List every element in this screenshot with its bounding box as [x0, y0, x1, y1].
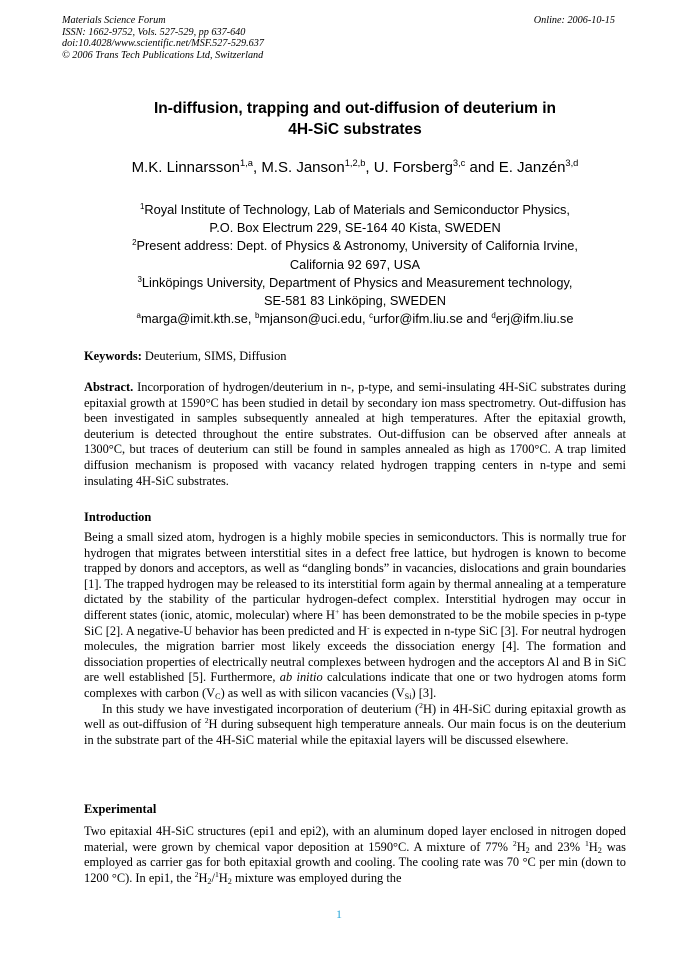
experimental-body — [84, 824, 626, 886]
text-italic: ab initio — [279, 670, 323, 685]
text-run: is expected in n-type SiC [3]. For neutral hydrogen molecules, the migration barrier most likely exceeds the dissociation energy [4]. The formation and dissociation properties of electrically neutral complexes between hydrogen and the acceptors Al and B in SiC are well established [5]. Furthermore, — [84, 623, 626, 685]
experimental-heading: Experimental — [84, 802, 157, 816]
text-run: mixture was employed during the — [231, 870, 402, 885]
online-date: Online: 2006-10-15 — [533, 15, 615, 26]
author-affiliation-mark: 1,a — [240, 158, 253, 169]
text-run: H during subsequent high temperature anneals. Our main focus is on the deuterium in the substrate part of the 4H-SiC material while the epitaxial layers will be discussed elsewhere. — [84, 717, 626, 747]
email-addresses — [84, 310, 626, 328]
email-mark: b — [254, 311, 260, 321]
text-run: ) as well as with silicon vacancies (V — [220, 685, 405, 700]
paper-title — [84, 98, 626, 140]
affiliation-1-line-1 — [84, 201, 626, 219]
text-run: calculations indicate that one or two hydrogen atoms form complexes with carbon (V — [84, 670, 626, 700]
text-sup: 2 — [419, 700, 424, 710]
text-sup: 2 — [194, 870, 199, 880]
author-separator: , — [252, 159, 262, 176]
text-sub: 2 — [597, 845, 602, 855]
keywords-text: Deuterium, SIMS, Diffusion — [141, 349, 287, 363]
experimental-paragraph-1 — [84, 824, 626, 886]
text-sub: 2 — [525, 845, 530, 855]
author-separator: , — [365, 159, 374, 176]
abstract-text: Incorporation of hydrogen/deuterium in n-, p-type, and semi-insulating 4H-SiC substrates during epitaxial growth at 1590°C has been studied in detail by secondary ion mass spectrometry. Out-diffusion has been investigated in samples subsequently annealed at high temperatures. After the epitaxial growth, deuterium is detected throughout the entire substrates. Out-diffusion can be observed after anneals at 1300°C, but traces of deuterium can still be found in samples annealed as high as 1700°C. A trap limited diffusion mechanism is proposed with vacancy related hydrogen trapping centers in n-type and semi insulating 4H-SiC substrates. — [84, 380, 626, 488]
email-mark: a — [136, 311, 141, 321]
text-sub: Si — [404, 691, 412, 701]
email-mark: c — [369, 311, 374, 321]
affiliation-2-line-2: California 92 697, USA — [289, 256, 421, 272]
author-name: U. Forsberg — [373, 159, 453, 176]
text-run: Being a small sized atom, hydrogen is a highly mobile species in semiconductors. This is normally true for hydrogen that migrates between interstitial sites in a defect free lattice, but hydrogen is known to become trapped by donors and acceptors, as well as “dangling bonds” in vacancies, dislocations and grain boundaries [1]. The trapped hydrogen may be released to its interstitial form again by thermal annealing at a temperature dictated by the stability of the particular hydrogen-defect complex. Interstitial hydrogen may occur in different states (ionic, atomic, molecular) where H — [84, 530, 626, 622]
affiliation-text: Present address: Dept. of Physics & Astronomy, University of California Irvine, — [136, 238, 578, 254]
text-sub: 2 — [227, 876, 232, 886]
text-run: Two epitaxial 4H-SiC structures (epi1 and epi2), with an aluminum doped layer enclosed in nitrogen doped material, were grown by chemical vapor deposition at 1590°C. A mixture of 77% — [84, 824, 626, 854]
text-sub: 2 — [207, 876, 212, 886]
affiliation-3-line-2: SE-581 83 Linköping, SWEDEN — [263, 293, 447, 309]
text-sup: 2 — [204, 716, 209, 726]
email-address: marga@imit.kth.se, — [140, 311, 255, 327]
affiliation-number: 2 — [132, 238, 137, 248]
abstract — [84, 380, 626, 489]
journal-issn: ISSN: 1662-9752, Vols. 527-529, pp 637-640 — [62, 26, 246, 38]
text-sup: 1 — [584, 838, 589, 848]
introduction-heading: Introduction — [84, 510, 152, 524]
text-run: H — [198, 870, 208, 885]
journal-doi: doi:10.4028/www.scientific.net/MSF.527-529.637 — [62, 38, 264, 49]
journal-name: Materials Science Forum — [62, 15, 166, 26]
affiliation-1-line-2: P.O. Box Electrum 229, SE-164 40 Kista, SWEDEN — [209, 220, 501, 236]
introduction-body — [84, 530, 626, 748]
affiliation-text: Royal Institute of Technology, Lab of Materials and Semiconductor Physics, — [144, 202, 570, 217]
author-affiliation-mark: 1,2,b — [344, 158, 366, 169]
text-run: H — [516, 839, 526, 854]
author-list — [84, 158, 626, 178]
title-line-2: 4H-SiC substrates — [288, 121, 422, 138]
text-sup: - — [367, 622, 370, 632]
introduction-paragraph-1 — [84, 530, 626, 702]
journal-copyright: © 2006 Trans Tech Publications Ltd, Switzerland — [62, 49, 264, 61]
affiliation-text: Linköpings University, Department of Physics and Measurement technology, — [141, 274, 573, 290]
abstract-label: Abstract. — [84, 380, 134, 394]
email-mark: d — [491, 311, 496, 321]
text-run: / — [211, 870, 215, 885]
affiliation-3-line-1 — [84, 274, 626, 292]
title-line-1: In-diffusion, trapping and out-diffusion of deuterium in — [153, 100, 557, 117]
text-run: H — [218, 870, 228, 885]
text-run: has been demonstrated to be the mobile species in p-type SiC [2]. A negative-U behavior has been predicted and H — [84, 607, 626, 638]
affiliation-number: 3 — [137, 274, 142, 284]
affiliations — [84, 201, 626, 328]
text-sup: + — [334, 607, 340, 617]
keywords-label: Keywords: — [84, 349, 142, 363]
author-name: M.S. Janson — [261, 159, 345, 176]
affiliation-2-line-1 — [84, 237, 626, 255]
page-number: 1 — [336, 907, 342, 921]
text-run: H) in 4H-SiC during epitaxial growth as well as out-diffusion of — [84, 701, 626, 732]
text-sup: 1 — [214, 870, 219, 880]
text-sup: 2 — [512, 838, 517, 848]
text-run: and 23% — [529, 839, 585, 854]
author-affiliation-mark: 3,d — [565, 158, 579, 169]
journal-info — [62, 15, 264, 61]
text-run: ) [3]. — [411, 685, 437, 700]
author-affiliation-mark: 3,c — [452, 158, 466, 169]
affiliation-number: 1 — [139, 202, 145, 212]
email-address: urfor@ifm.liu.se and — [373, 311, 492, 327]
text-sub: C — [215, 691, 221, 701]
text-run: was employed as carrier gas for both epitaxial growth and cooling. The cooling rate was 70 °C per min (down to 1200 °C). In epi1, the — [84, 839, 626, 885]
author-separator: and — [465, 159, 499, 176]
text-run: H — [588, 839, 598, 854]
keywords — [84, 349, 626, 365]
email-address: mjanson@uci.edu, — [259, 311, 370, 327]
text-run: In this study we have investigated incorporation of deuterium ( — [102, 701, 420, 716]
email-address: erj@ifm.liu.se — [495, 311, 574, 327]
author-name: E. Janzén — [498, 159, 566, 176]
introduction-paragraph-2 — [84, 702, 626, 749]
author-name: M.K. Linnarsson — [131, 159, 241, 176]
